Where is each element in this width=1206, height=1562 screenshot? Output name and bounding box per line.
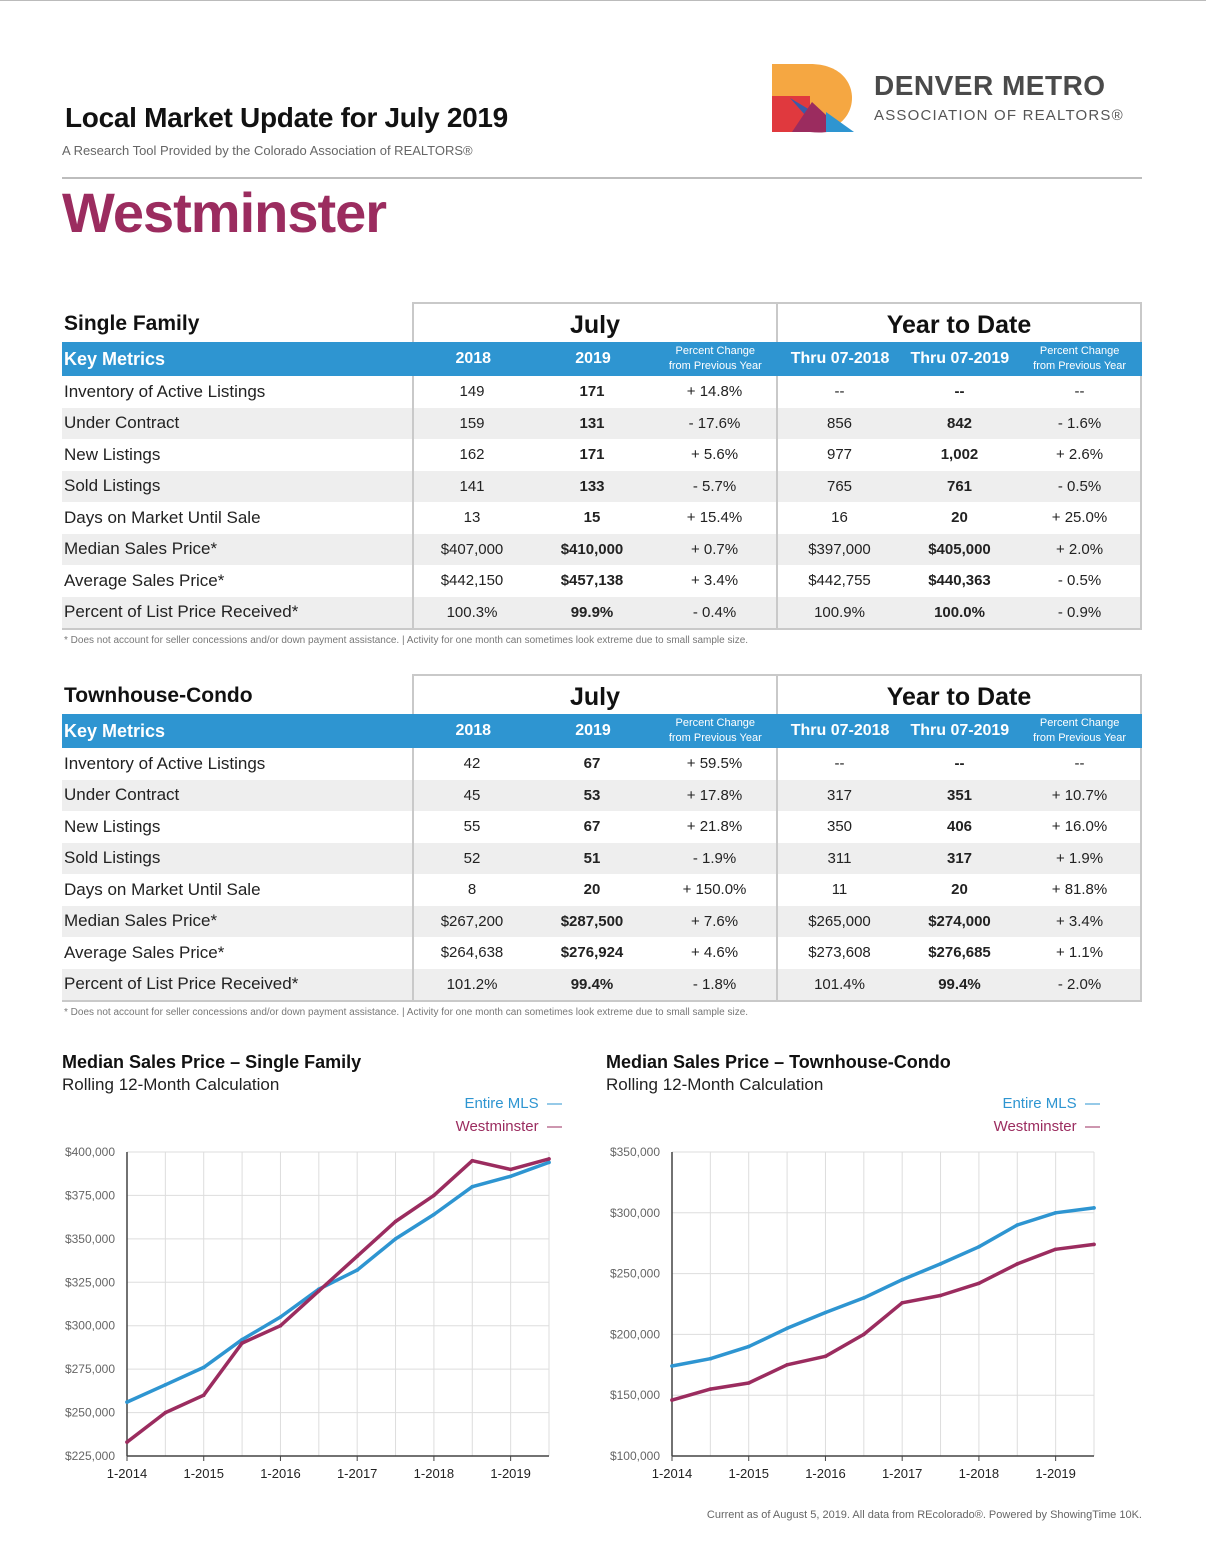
table-bottom-rule bbox=[62, 1000, 1142, 1002]
header-divider bbox=[62, 177, 1142, 179]
value-ytd-2019: 20 bbox=[951, 509, 968, 527]
value-ytd-2019: 406 bbox=[946, 818, 973, 836]
data-point-entire-mls bbox=[747, 1345, 751, 1349]
group-header-july: July bbox=[412, 302, 778, 342]
y-tick-label: $150,000 bbox=[609, 1388, 660, 1403]
value-2018: 45 bbox=[463, 786, 481, 804]
table-row bbox=[62, 376, 1142, 408]
value-pct-change: - 0.4% bbox=[692, 603, 737, 621]
series-line-entire-mls bbox=[672, 1208, 1094, 1366]
value-ytd-pct-change: + 10.7% bbox=[1051, 786, 1108, 804]
value-ytd-pct-change: + 25.0% bbox=[1051, 509, 1108, 527]
metric-label: Sold Listings bbox=[64, 848, 161, 868]
value-2018: 101.2% bbox=[446, 975, 498, 993]
col-ytd-pct-change bbox=[1017, 344, 1142, 374]
col-thru-2019: Thru 07-2019 bbox=[910, 350, 1010, 367]
value-pct-change: - 1.8% bbox=[692, 975, 737, 993]
value-ytd-2018: $442,755 bbox=[808, 572, 871, 590]
group-header-ytd: Year to Date bbox=[776, 674, 1142, 714]
data-point-entire-mls bbox=[785, 1327, 789, 1331]
value-2018: 42 bbox=[463, 755, 481, 773]
value-pct-change: - 5.7% bbox=[692, 477, 737, 495]
table-footnote: * Does not account for seller concessions and/or down payment assistance. | Activity for one month can sometimes look extreme due to small sample size. bbox=[64, 1007, 749, 1018]
value-pct-change: + 4.6% bbox=[690, 944, 739, 962]
value-2019: $287,500 bbox=[560, 912, 624, 930]
data-point-entire-mls bbox=[1092, 1206, 1096, 1210]
pct-line1: Percent Change bbox=[1039, 345, 1120, 357]
y-tick-label: $350,000 bbox=[609, 1145, 660, 1159]
value-2018: 55 bbox=[463, 818, 481, 836]
metric-label: Under Contract bbox=[64, 785, 180, 805]
data-point-entire-mls bbox=[977, 1245, 981, 1249]
table-row bbox=[62, 408, 1142, 440]
metric-label: Days on Market Until Sale bbox=[64, 879, 261, 899]
col-2019: 2019 bbox=[575, 350, 611, 367]
chart-sf-subtitle: Rolling 12-Month Calculation bbox=[62, 1075, 280, 1094]
value-ytd-pct-change: + 1.1% bbox=[1055, 944, 1104, 962]
x-tick-label: 1-2018 bbox=[958, 1466, 1000, 1481]
value-2018: $407,000 bbox=[440, 540, 504, 558]
legend-westminster-label: Westminster bbox=[993, 1118, 1077, 1135]
table-divider bbox=[1140, 376, 1142, 628]
value-2019: $276,924 bbox=[560, 944, 624, 962]
data-point-entire-mls bbox=[939, 1262, 943, 1266]
metric-label: Average Sales Price* bbox=[64, 570, 225, 590]
footer-note: Current as of August 5, 2019. All data from REcolorado®. Powered by ShowingTime 10K. bbox=[706, 1509, 1142, 1521]
value-2019: 67 bbox=[583, 755, 601, 773]
data-point-entire-mls bbox=[862, 1296, 866, 1300]
value-2019: 53 bbox=[583, 786, 601, 804]
value-ytd-2019: -- bbox=[954, 383, 965, 401]
legend-mls-label: Entire MLS bbox=[1002, 1095, 1077, 1112]
col-thru-2018: Thru 07-2018 bbox=[790, 722, 890, 739]
value-ytd-2019: $405,000 bbox=[928, 540, 991, 558]
table-row bbox=[62, 780, 1142, 812]
x-tick-label: 1-2017 bbox=[881, 1466, 923, 1481]
data-point-westminster bbox=[1016, 1262, 1020, 1266]
value-ytd-2018: $273,608 bbox=[808, 944, 871, 962]
pct-line1: Percent Change bbox=[1039, 717, 1120, 729]
value-ytd-pct-change: + 2.0% bbox=[1055, 540, 1104, 558]
metric-label: Days on Market Until Sale bbox=[64, 507, 261, 527]
col-key-metrics: Key Metrics bbox=[64, 720, 166, 741]
value-2018: 159 bbox=[459, 414, 485, 432]
data-point-entire-mls bbox=[824, 1311, 828, 1315]
table-row bbox=[62, 471, 1142, 503]
data-point-westminster bbox=[670, 1398, 674, 1402]
value-ytd-pct-change: + 1.9% bbox=[1055, 849, 1104, 867]
value-ytd-2018: 11 bbox=[831, 881, 848, 899]
pct-line1: Percent Change bbox=[675, 717, 756, 729]
y-tick-label: $400,000 bbox=[64, 1145, 115, 1159]
top-rule bbox=[0, 0, 1206, 1]
value-ytd-pct-change: - 2.0% bbox=[1057, 975, 1102, 993]
chart-tc-title: Median Sales Price – Townhouse-Condo bbox=[606, 1052, 951, 1072]
value-2018: 8 bbox=[467, 881, 477, 899]
col-2018: 2018 bbox=[455, 350, 492, 367]
table-row bbox=[62, 937, 1142, 969]
y-tick-label: $200,000 bbox=[609, 1327, 660, 1342]
value-ytd-2019: 20 bbox=[951, 881, 968, 899]
value-2018: 100.3% bbox=[446, 603, 498, 621]
metric-label: Median Sales Price* bbox=[64, 911, 218, 931]
y-tick-label: $100,000 bbox=[609, 1449, 660, 1463]
data-point-westminster bbox=[862, 1333, 866, 1337]
table-row bbox=[62, 597, 1142, 629]
metric-label: Under Contract bbox=[64, 413, 180, 433]
metric-label: New Listings bbox=[64, 816, 161, 836]
value-ytd-2018: -- bbox=[834, 755, 845, 773]
chart-tc-legend: Entire MLS — Westminster — bbox=[993, 1095, 1100, 1135]
value-2019: $410,000 bbox=[560, 540, 624, 558]
y-tick-label: $250,000 bbox=[64, 1405, 115, 1420]
value-pct-change: + 0.7% bbox=[690, 540, 739, 558]
data-point-entire-mls bbox=[1016, 1223, 1020, 1227]
value-ytd-2019: 99.4% bbox=[938, 975, 981, 993]
value-pct-change: + 14.8% bbox=[686, 383, 743, 401]
value-2019: 133 bbox=[579, 477, 605, 495]
y-tick-label: $375,000 bbox=[64, 1188, 115, 1203]
x-tick-label: 1-2016 bbox=[805, 1466, 846, 1481]
value-ytd-2019: 100.0% bbox=[934, 603, 985, 621]
value-pct-change: + 17.8% bbox=[686, 786, 743, 804]
table-row bbox=[62, 906, 1142, 938]
value-2019: 171 bbox=[579, 383, 605, 401]
value-pct-change: + 59.5% bbox=[686, 755, 743, 773]
data-point-westminster bbox=[900, 1301, 904, 1305]
table-divider bbox=[412, 376, 414, 628]
table-divider bbox=[776, 376, 778, 628]
value-ytd-pct-change: + 2.6% bbox=[1055, 446, 1104, 464]
table-divider bbox=[1140, 748, 1142, 1000]
value-2019: 15 bbox=[583, 509, 601, 527]
value-ytd-2018: 100.9% bbox=[814, 603, 865, 621]
y-tick-label: $350,000 bbox=[64, 1231, 115, 1246]
value-pct-change: + 21.8% bbox=[686, 818, 743, 836]
chart-tc bbox=[0, 1140, 1206, 1490]
value-ytd-2018: 101.4% bbox=[814, 975, 865, 993]
value-ytd-2019: $276,685 bbox=[928, 944, 991, 962]
x-tick-label: 1-2015 bbox=[728, 1466, 769, 1481]
pct-line2: from Previous Year bbox=[668, 360, 762, 372]
value-ytd-pct-change: - 0.5% bbox=[1057, 477, 1102, 495]
value-2019: 67 bbox=[583, 818, 601, 836]
x-tick-label: 1-2019 bbox=[490, 1466, 531, 1481]
metrics-table bbox=[62, 302, 1142, 646]
data-point-westminster bbox=[824, 1355, 828, 1359]
value-2018: $267,200 bbox=[440, 912, 504, 930]
table-row bbox=[62, 748, 1142, 780]
value-2018: 162 bbox=[459, 446, 485, 464]
data-point-westminster bbox=[1054, 1248, 1058, 1252]
value-pct-change: + 7.6% bbox=[690, 912, 739, 930]
metric-label: Median Sales Price* bbox=[64, 539, 218, 559]
value-pct-change: + 5.6% bbox=[690, 446, 739, 464]
pct-line2: from Previous Year bbox=[1033, 360, 1127, 372]
table-row bbox=[62, 811, 1142, 843]
metrics-table bbox=[62, 674, 1142, 1018]
x-tick-label: 1-2015 bbox=[183, 1466, 224, 1481]
value-ytd-2019: 351 bbox=[946, 786, 973, 804]
legend-westminster-label: Westminster bbox=[455, 1118, 539, 1135]
data-point-westminster bbox=[1092, 1243, 1096, 1247]
chart-sf-legend: Entire MLS — Westminster — bbox=[455, 1095, 562, 1135]
value-2018: 149 bbox=[459, 383, 485, 401]
y-tick-label: $300,000 bbox=[64, 1318, 115, 1333]
col-pct-change bbox=[653, 344, 778, 374]
data-point-entire-mls bbox=[670, 1364, 674, 1368]
value-ytd-2019: 761 bbox=[946, 477, 973, 495]
data-point-westminster bbox=[709, 1387, 713, 1391]
col-thru-2018: Thru 07-2018 bbox=[790, 350, 890, 367]
table-row bbox=[62, 843, 1142, 875]
value-ytd-2018: 311 bbox=[827, 849, 852, 867]
value-pct-change: - 17.6% bbox=[688, 414, 741, 432]
table-section-title: Townhouse-Condo bbox=[64, 684, 253, 707]
y-tick-label: $300,000 bbox=[609, 1205, 660, 1220]
value-ytd-pct-change: - 1.6% bbox=[1057, 414, 1102, 432]
table-row bbox=[62, 565, 1142, 597]
chart-tc-subtitle: Rolling 12-Month Calculation bbox=[606, 1075, 824, 1094]
value-2018: $442,150 bbox=[440, 572, 504, 590]
value-ytd-2019: -- bbox=[954, 755, 965, 773]
value-ytd-2018: 856 bbox=[826, 414, 853, 432]
metric-label: Percent of List Price Received* bbox=[64, 602, 299, 622]
pct-line1: Percent Change bbox=[675, 345, 756, 357]
table-divider bbox=[412, 748, 414, 1000]
value-ytd-2018: $397,000 bbox=[808, 540, 871, 558]
logo-wordmark: DENVER METRO bbox=[874, 70, 1106, 101]
value-2018: 13 bbox=[463, 509, 481, 527]
value-2019: $457,138 bbox=[560, 572, 624, 590]
value-ytd-2018: 317 bbox=[826, 786, 853, 804]
y-tick-label: $250,000 bbox=[609, 1266, 660, 1281]
value-ytd-2019: 317 bbox=[946, 849, 973, 867]
legend-mls-label: Entire MLS bbox=[464, 1095, 539, 1112]
value-ytd-pct-change: -- bbox=[1074, 383, 1085, 401]
value-2019: 99.9% bbox=[570, 603, 614, 621]
city-title: Westminster bbox=[62, 181, 387, 244]
series-line-westminster bbox=[672, 1244, 1094, 1400]
col-key-metrics: Key Metrics bbox=[64, 348, 166, 369]
value-ytd-pct-change: + 16.0% bbox=[1051, 818, 1108, 836]
pct-line2: from Previous Year bbox=[668, 732, 762, 744]
data-point-westminster bbox=[785, 1363, 789, 1367]
x-tick-label: 1-2017 bbox=[336, 1466, 378, 1481]
column-header-bar bbox=[62, 714, 1142, 748]
col-ytd-pct-change bbox=[1017, 716, 1142, 746]
value-pct-change: + 15.4% bbox=[686, 509, 743, 527]
value-ytd-2018: -- bbox=[834, 383, 845, 401]
metric-label: Inventory of Active Listings bbox=[64, 753, 266, 773]
value-ytd-pct-change: + 81.8% bbox=[1051, 881, 1108, 899]
value-ytd-pct-change: -- bbox=[1074, 755, 1085, 773]
metric-label: Percent of List Price Received* bbox=[64, 974, 299, 994]
value-ytd-2018: $265,000 bbox=[808, 912, 871, 930]
value-2019: 51 bbox=[583, 849, 601, 867]
value-2019: 20 bbox=[583, 881, 601, 899]
value-ytd-pct-change: + 3.4% bbox=[1055, 912, 1104, 930]
logo-tagline: ASSOCIATION OF REALTORS® bbox=[874, 107, 1124, 124]
value-pct-change: + 150.0% bbox=[682, 881, 747, 899]
data-point-entire-mls bbox=[1054, 1211, 1058, 1215]
x-tick-label: 1-2019 bbox=[1035, 1466, 1076, 1481]
value-2019: 99.4% bbox=[570, 975, 614, 993]
y-tick-label: $325,000 bbox=[64, 1275, 115, 1290]
table-divider bbox=[776, 748, 778, 1000]
data-point-westminster bbox=[747, 1381, 751, 1385]
value-2018: 52 bbox=[463, 849, 481, 867]
chart-sf-title: Median Sales Price – Single Family bbox=[62, 1052, 362, 1072]
x-tick-label: 1-2016 bbox=[260, 1466, 301, 1481]
value-pct-change: - 1.9% bbox=[692, 849, 737, 867]
report-subtitle: A Research Tool Provided by the Colorado Association of REALTORS® bbox=[62, 143, 473, 158]
value-2019: 131 bbox=[579, 414, 605, 432]
value-ytd-pct-change: - 0.5% bbox=[1057, 572, 1102, 590]
value-ytd-2019: 842 bbox=[946, 414, 973, 432]
value-2018: 141 bbox=[459, 477, 485, 495]
value-ytd-2019: $274,000 bbox=[928, 912, 991, 930]
table-row bbox=[62, 439, 1142, 471]
col-2018: 2018 bbox=[455, 722, 492, 739]
metric-label: Inventory of Active Listings bbox=[64, 381, 266, 401]
report-title: Local Market Update for July 2019 bbox=[65, 102, 508, 133]
x-tick-label: 1-2014 bbox=[651, 1466, 693, 1481]
value-ytd-2018: 16 bbox=[831, 509, 848, 527]
value-ytd-2018: 977 bbox=[826, 446, 853, 464]
data-point-westminster bbox=[939, 1294, 943, 1298]
y-tick-label: $275,000 bbox=[64, 1362, 115, 1377]
value-2019: 171 bbox=[579, 446, 605, 464]
table-section-title: Single Family bbox=[64, 312, 200, 335]
value-pct-change: + 3.4% bbox=[690, 572, 739, 590]
data-point-entire-mls bbox=[709, 1357, 713, 1361]
data-point-entire-mls bbox=[900, 1278, 904, 1282]
table-row bbox=[62, 874, 1142, 906]
group-header-july: July bbox=[412, 674, 778, 714]
y-tick-label: $225,000 bbox=[64, 1449, 115, 1463]
value-ytd-2019: $440,363 bbox=[928, 572, 991, 590]
pct-line2: from Previous Year bbox=[1033, 732, 1127, 744]
value-ytd-pct-change: - 0.9% bbox=[1057, 603, 1102, 621]
table-row bbox=[62, 502, 1142, 534]
col-pct-change bbox=[653, 716, 778, 746]
column-header-bar bbox=[62, 342, 1142, 376]
table-row bbox=[62, 534, 1142, 566]
metric-label: New Listings bbox=[64, 444, 161, 464]
col-thru-2019: Thru 07-2019 bbox=[910, 722, 1010, 739]
value-2018: $264,638 bbox=[440, 944, 504, 962]
x-tick-label: 1-2018 bbox=[413, 1466, 455, 1481]
metric-label: Sold Listings bbox=[64, 476, 161, 496]
col-2019: 2019 bbox=[575, 722, 611, 739]
metric-label: Average Sales Price* bbox=[64, 942, 225, 962]
x-tick-label: 1-2014 bbox=[106, 1466, 148, 1481]
table-bottom-rule bbox=[62, 628, 1142, 630]
value-ytd-2019: 1,002 bbox=[940, 446, 979, 464]
data-point-westminster bbox=[977, 1282, 981, 1286]
table-row bbox=[62, 969, 1142, 1001]
table-footnote: * Does not account for seller concessions and/or down payment assistance. | Activity for one month can sometimes look extreme due to small sample size. bbox=[64, 635, 749, 646]
value-ytd-2018: 350 bbox=[826, 818, 853, 836]
dmar-logo-icon bbox=[770, 62, 854, 134]
group-header-ytd: Year to Date bbox=[776, 302, 1142, 342]
value-ytd-2018: 765 bbox=[826, 477, 853, 495]
